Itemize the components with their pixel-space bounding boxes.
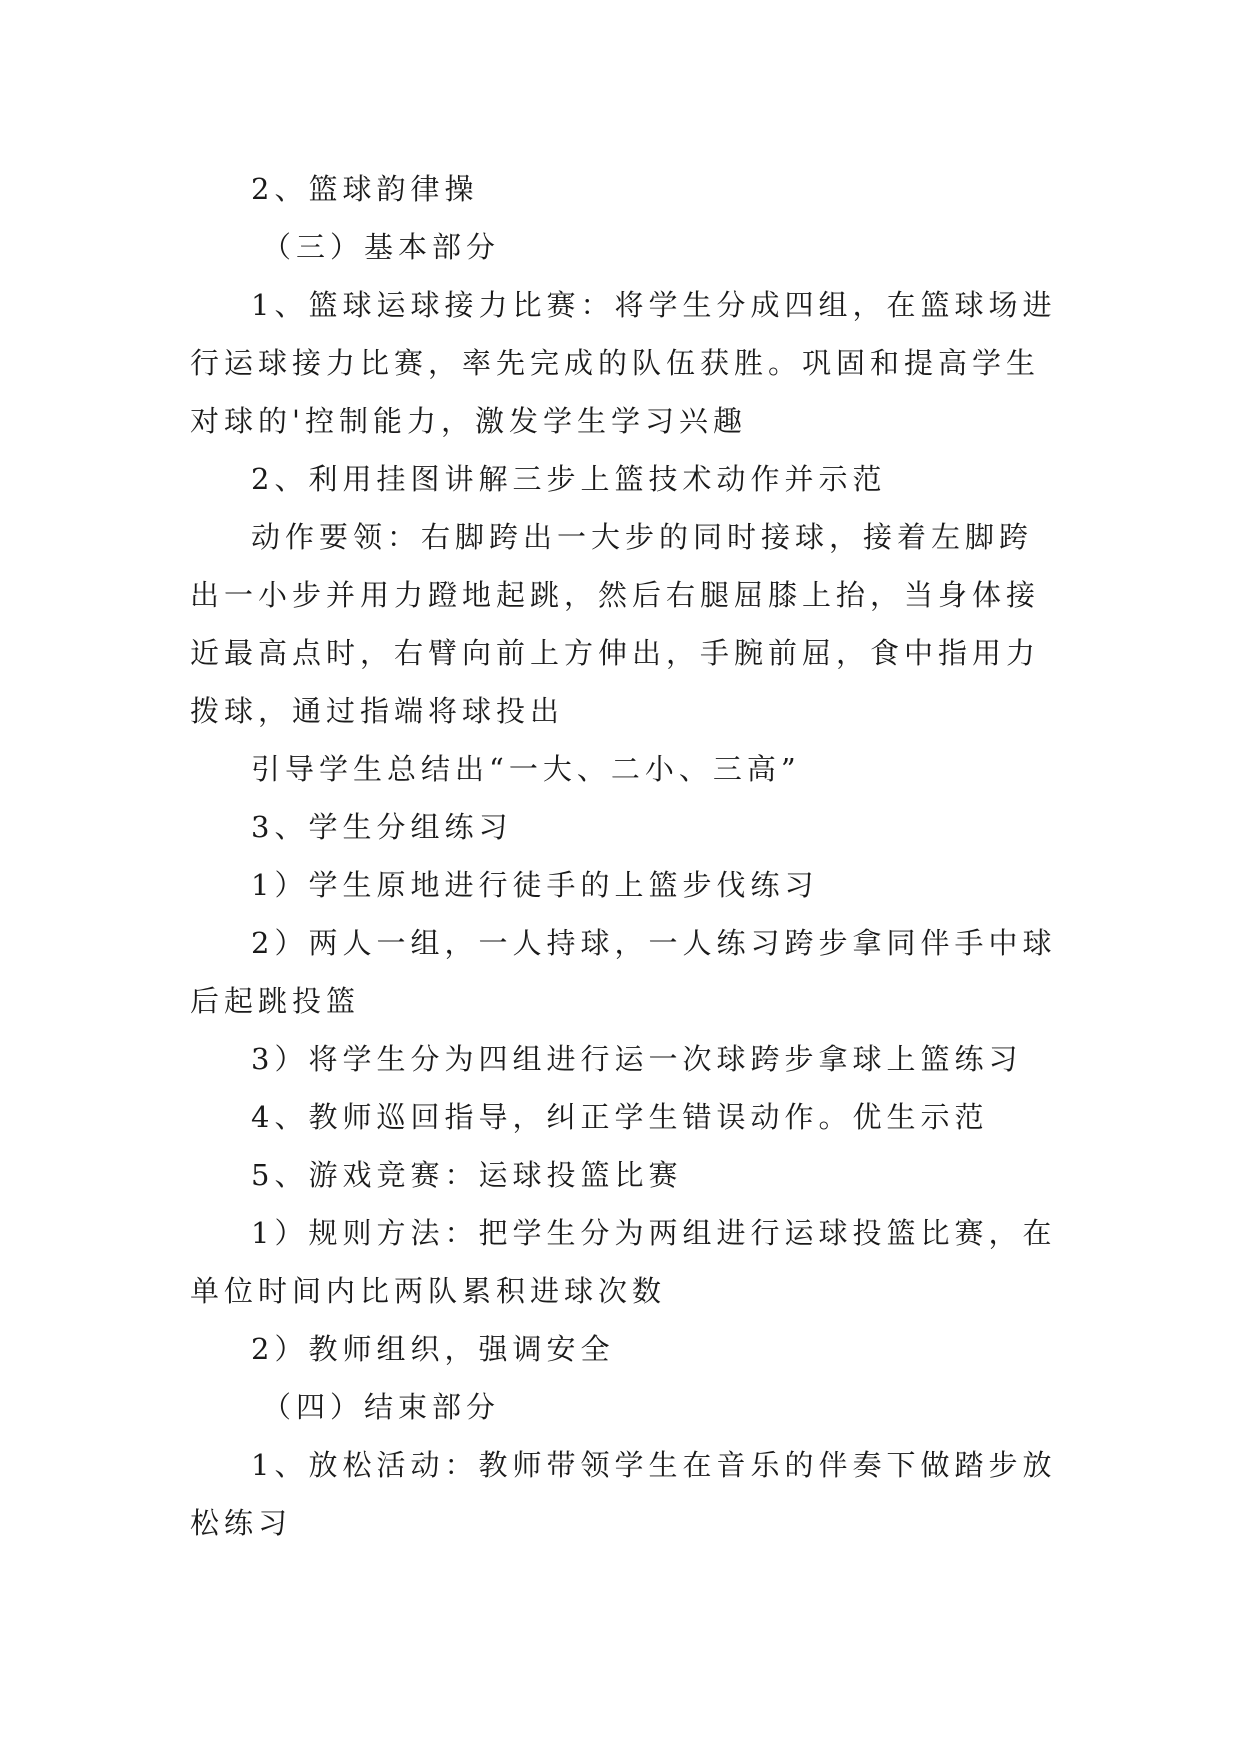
- paragraph: 1）规则方法：把学生分为两组进行运球投篮比赛，在单位时间内比两队累积进球次数: [190, 1216, 1057, 1308]
- document-body: [190, 160, 1060, 1552]
- paragraph: 4、教师巡回指导，纠正学生错误动作。优生示范: [251, 1100, 989, 1134]
- paragraph: 引导学生总结出“一大、二小、三高”: [251, 752, 801, 786]
- paragraph: 3、学生分组练习: [251, 810, 513, 844]
- section-heading: （三）基本部分: [262, 230, 501, 264]
- paragraph: 2）教师组织，强调安全: [251, 1332, 615, 1366]
- paragraph: 1）学生原地进行徒手的上篮步伐练习: [251, 868, 819, 902]
- paragraph: 5、游戏竞赛：运球投篮比赛: [251, 1158, 683, 1192]
- paragraph: 动作要领：右脚跨出一大步的同时接球，接着左脚跨出一小步并用力蹬地起跳，然后右腿屈膝上抬，当身体接近最高点时，右臂向前上方伸出，手腕前屈，食中指用力拨球，通过指端将球投出: [190, 520, 1041, 728]
- paragraph: 1、篮球运球接力比赛：将学生分成四组，在篮球场进行运球接力比赛，率先完成的队伍获胜。巩固和提高学生对球的'控制能力，激发学生学习兴趣: [190, 288, 1057, 438]
- paragraph: 3）将学生分为四组进行运一次球跨步拿球上篮练习: [251, 1042, 1023, 1076]
- paragraph: 1、放松活动：教师带领学生在音乐的伴奏下做踏步放松练习: [190, 1448, 1057, 1540]
- section-heading: （四）结束部分: [262, 1390, 501, 1424]
- paragraph: 2）两人一组，一人持球，一人练习跨步拿同伴手中球后起跳投篮: [190, 926, 1057, 1018]
- paragraph: 2、利用挂图讲解三步上篮技术动作并示范: [251, 462, 887, 496]
- paragraph: 2、篮球韵律操: [251, 172, 479, 206]
